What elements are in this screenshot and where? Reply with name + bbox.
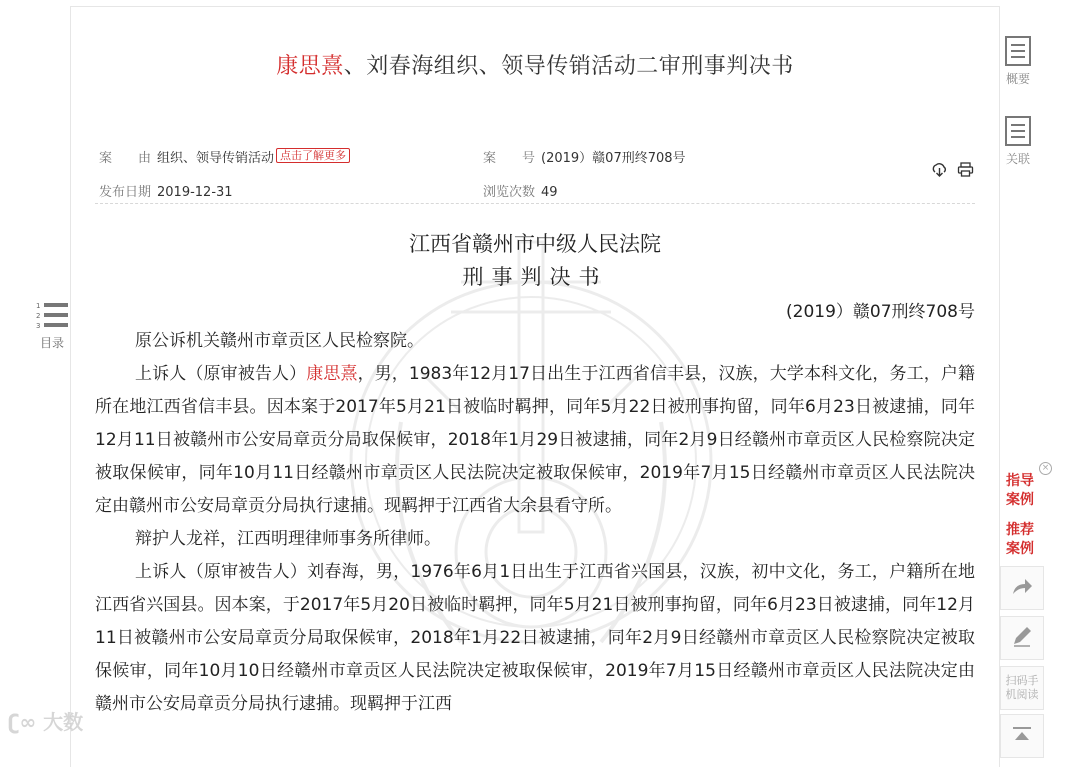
arrow-up-icon — [1011, 726, 1033, 746]
svg-text:2: 2 — [36, 312, 41, 320]
download-icon[interactable] — [931, 161, 948, 182]
toc-label: 目录 — [39, 336, 64, 350]
cause-label: 案 由 — [99, 151, 152, 166]
court-name: 江西省赣州市中级人民法院 — [409, 232, 661, 256]
appellant-details: ，男，1983年12月17日出生于江西省信丰县，汉族，大学本科文化，务工，户籍所在地江西省信丰县。因本案于2017年5月21日被临时羁押，同年5月22日被刑事拘留，同年6月23日被逮捕，同年12月11日被赣州市公安局章贡分局取保候审，2018年1月29日被逮捕，同年2月9日经赣州市章贡区人民检察院决定被取保候审，同年10月11日经赣州市章贡区人民法院决定被取保候审，2019年7月15日经赣州市章贡区人民法院决定由赣州市公安局章贡分局执行逮捕。现羁押于江西省大余县看守所。 — [95, 364, 976, 516]
mobile-read-label: 扫码手机阅读 — [1005, 674, 1039, 701]
table-of-contents-button[interactable] — [30, 300, 74, 351]
publish-label: 发布日期 — [99, 185, 152, 200]
views-value: 49 — [541, 185, 558, 200]
print-icon[interactable] — [957, 161, 974, 182]
cause-meta — [99, 147, 350, 166]
case-number-meta — [483, 147, 686, 166]
numbered-list-icon — [35, 302, 69, 334]
meta-divider — [95, 203, 975, 204]
right-rail — [998, 0, 1080, 741]
qr-read-button[interactable] — [1000, 666, 1044, 710]
page-title — [71, 49, 999, 80]
appellant-prefix: 上诉人（原审被告人） — [135, 364, 307, 384]
summary-button[interactable] — [998, 36, 1038, 87]
paragraph-appellant-1 — [95, 358, 975, 523]
close-icon[interactable]: × — [1039, 462, 1052, 475]
share-icon — [1011, 576, 1033, 600]
brand-logo-icon: ʗ∞ — [8, 710, 37, 734]
related-label: 关联 — [1005, 152, 1030, 166]
cause-value: 组织、领导传销活动 — [157, 151, 275, 166]
case-no-value: (2019）赣07刑终708号 — [541, 151, 686, 166]
publish-value: 2019-12-31 — [157, 185, 233, 200]
summary-label: 概要 — [1005, 72, 1030, 86]
document-icon — [1004, 131, 1032, 150]
svg-text:1: 1 — [36, 302, 41, 310]
pencil-icon — [1011, 625, 1033, 651]
document-page — [70, 6, 1000, 767]
title-highlight[interactable]: 康思熹 — [276, 54, 344, 79]
case-number-line: (2019）赣07刑终708号 — [786, 302, 975, 322]
related-button[interactable] — [998, 116, 1038, 167]
paragraph-appellant-2: 上诉人（原审被告人）刘春海，男，1976年6月1日出生于江西省兴国县，汉族，初中文化，务工，户籍所在地江西省兴国县。因本案，于2017年5月20日被临时羁押，同年5月21日被刑事拘留，同年6月23日被逮捕，同年12月11日被赣州市公安局章贡分局取保候审，2018年1月22日被逮捕，同年2月9日经赣州市章贡区人民检察院决定被取保候审，同年10月10日经赣州市章贡区人民法院决定被取保候审，2019年7月15日经赣州市章贡区人民法院决定由赣州市公安局章贡分局执行逮捕。现羁押于江西 — [95, 562, 975, 714]
views-meta — [483, 181, 558, 200]
judgment-body — [95, 325, 975, 721]
svg-text:3: 3 — [36, 322, 41, 330]
doc-tools — [927, 161, 974, 182]
document-icon — [1004, 51, 1032, 70]
paragraph-prosecutor: 原公诉机关赣州市章贡区人民检察院。 — [135, 331, 424, 351]
document-type: 刑事判决书 — [462, 265, 608, 289]
brand-watermark — [8, 706, 83, 735]
recommend-cases-link[interactable]: 推荐案例 — [1006, 522, 1034, 557]
views-label: 浏览次数 — [483, 185, 536, 200]
paragraph-defender: 辩护人龙祥，江西明理律师事务所律师。 — [135, 529, 441, 549]
brand-text: 大数 — [43, 710, 84, 734]
guide-cases-link[interactable]: 指导案例 — [1006, 473, 1034, 508]
case-no-label: 案 号 — [483, 151, 536, 166]
back-to-top-button[interactable] — [1000, 714, 1044, 758]
edit-button[interactable] — [1000, 616, 1044, 660]
publish-meta — [99, 181, 233, 200]
title-rest: 、刘春海组织、领导传销活动二审刑事判决书 — [343, 54, 794, 79]
learn-more-tag[interactable]: 点击了解更多 — [276, 148, 350, 163]
appellant-name-highlight[interactable]: 康思熹 — [306, 364, 358, 384]
share-button[interactable] — [1000, 566, 1044, 610]
